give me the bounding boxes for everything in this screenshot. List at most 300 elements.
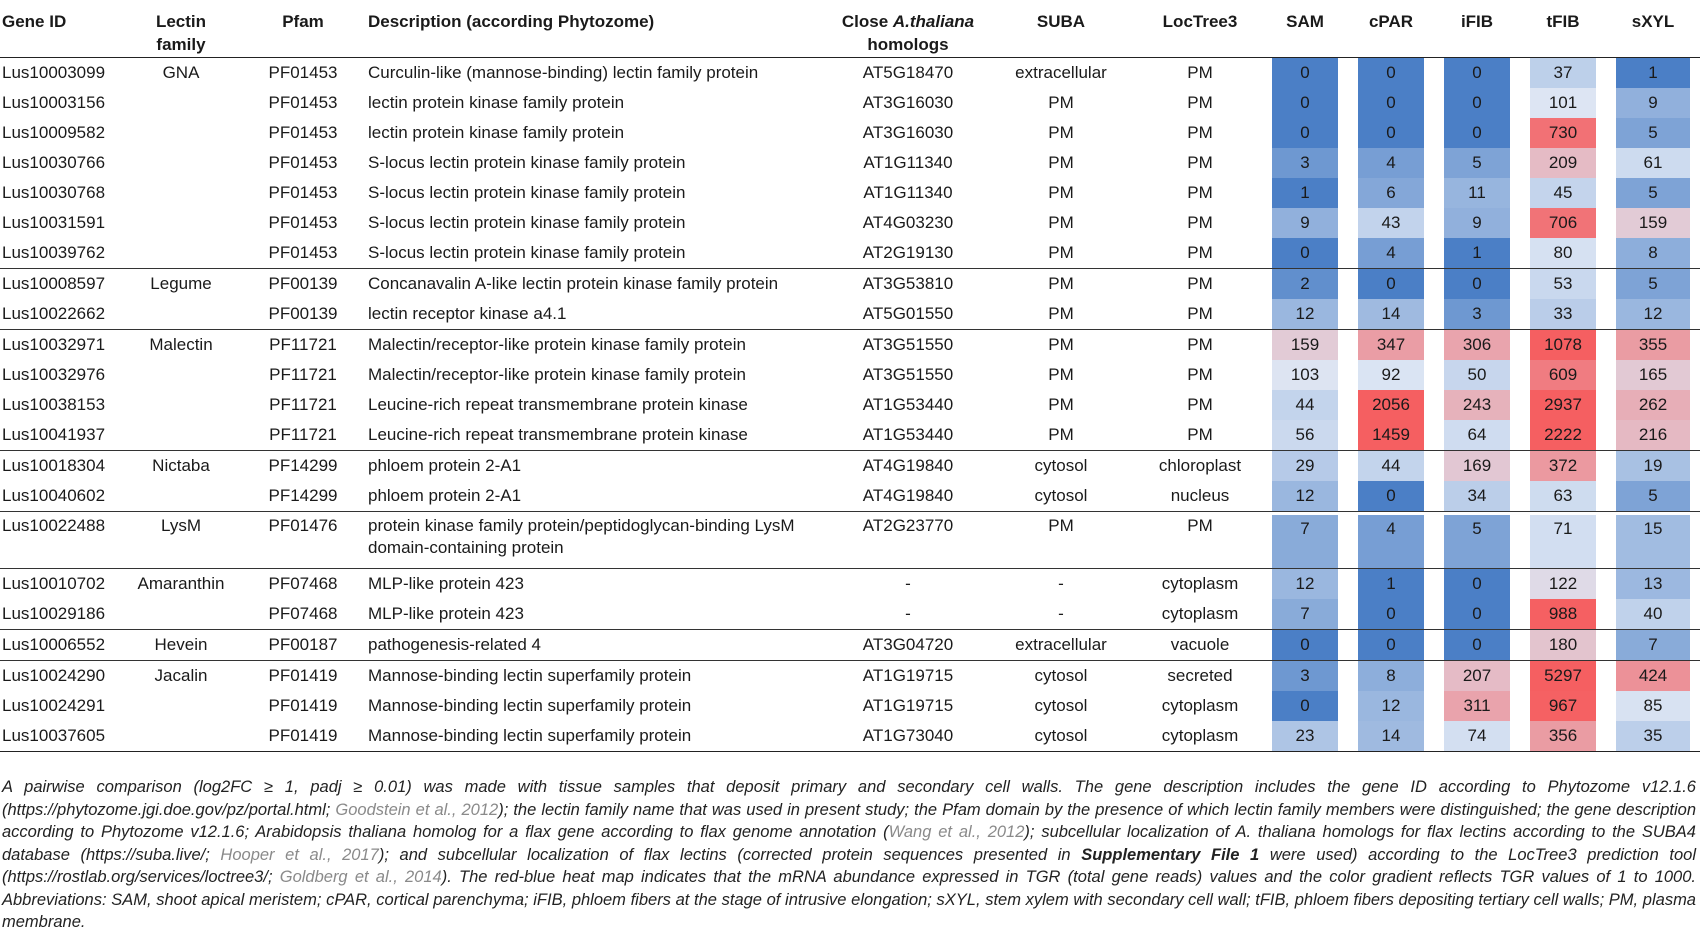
cell-loctree: PM [1187, 153, 1213, 172]
heat-value: 5 [1444, 515, 1510, 568]
header-ifib: iFIB [1434, 4, 1520, 58]
table-row [0, 329, 1700, 360]
cell-homolog: AT1G53440 [862, 425, 954, 444]
heat-value: 9 [1444, 208, 1510, 238]
cell-loctree: PM [1187, 93, 1213, 112]
heat-value: 50 [1444, 360, 1510, 390]
heat-value: 169 [1444, 451, 1510, 481]
heat-cell-sxyl [1606, 721, 1700, 752]
table-row [0, 691, 1700, 721]
cell-loctree: PM [1187, 183, 1213, 202]
cell-lectin-family: Nictaba [114, 450, 248, 481]
cell-description: Mannose-binding lectin superfamily protein [358, 660, 832, 691]
cell-suba: cytosol [984, 660, 1138, 691]
heat-value: 14 [1358, 721, 1424, 751]
heat-value: 2 [1272, 269, 1338, 299]
cell-description: Malectin/receptor-like protein kinase family protein [368, 365, 746, 384]
heat-cell-sam [1262, 360, 1348, 390]
table-row [0, 450, 1700, 481]
cell-loctree: PM [1187, 304, 1213, 323]
cell-pfam: PF11721 [269, 395, 337, 414]
cell-lectin-family [114, 360, 248, 390]
header-loctree: LocTree3 [1138, 4, 1262, 58]
header-homologs-species: A.thaliana [892, 12, 975, 31]
cell-pfam: PF01419 [248, 721, 358, 752]
heat-cell-sxyl [1606, 118, 1700, 148]
cell-loctree: cytoplasm [1138, 721, 1262, 752]
heat-value: 0 [1272, 88, 1338, 118]
header-homologs-suffix: homologs [867, 35, 949, 54]
cell-gene-id: Lus10029186 [2, 604, 106, 623]
heat-cell-tfib [1520, 118, 1606, 148]
heat-value: 9 [1616, 88, 1690, 118]
heat-cell-sxyl [1606, 568, 1700, 599]
heat-cell-ifib [1434, 329, 1520, 360]
cell-description: phloem protein 2-A1 [358, 450, 832, 481]
heat-cell-sam [1262, 238, 1348, 268]
heat-cell-cpar [1348, 58, 1434, 88]
heat-value: 5297 [1530, 661, 1596, 691]
heat-cell-sxyl [1606, 511, 1700, 568]
cell-gene-id: Lus10003156 [2, 93, 106, 112]
cell-suba: extracellular [1015, 63, 1107, 82]
cell-pfam: PF14299 [268, 486, 338, 505]
heat-cell-ifib [1434, 568, 1520, 599]
cell-homolog: AT3G53810 [832, 268, 984, 299]
cell-lectin-family: Jacalin [114, 660, 248, 691]
cell-suba: PM [1048, 93, 1074, 112]
heat-cell-ifib [1434, 299, 1520, 329]
cell-pfam: PF01453 [268, 183, 338, 202]
heat-cell-sxyl [1606, 450, 1700, 481]
heat-value: 44 [1272, 390, 1338, 420]
heat-cell-sam [1262, 299, 1348, 329]
heat-value: 19 [1616, 451, 1690, 481]
heat-value: 209 [1530, 148, 1596, 178]
cell-gene-id: Lus10022488 [0, 511, 114, 568]
cell-pfam: PF01476 [248, 511, 358, 568]
cell-loctree: PM [1187, 395, 1213, 414]
heat-cell-tfib [1520, 660, 1606, 691]
cell-pfam: PF01453 [268, 63, 338, 82]
heat-cell-cpar [1348, 450, 1434, 481]
heat-value: 207 [1444, 661, 1510, 691]
table-row [0, 238, 1700, 268]
cell-gene-id: Lus10037605 [0, 721, 114, 752]
cell-pfam: PF11721 [269, 425, 337, 444]
heat-cell-sam [1262, 568, 1348, 599]
heat-value: 0 [1358, 599, 1424, 629]
heat-cell-sxyl [1606, 58, 1700, 88]
cell-lectin-family: Hevein [114, 629, 248, 660]
header-pfam: Pfam [248, 4, 358, 58]
cell-description: Malectin/receptor-like protein kinase family protein [358, 329, 832, 360]
heat-cell-ifib [1434, 88, 1520, 118]
cell-lectin-family [114, 208, 248, 238]
cell-lectin-family [114, 420, 248, 450]
lectin-table [0, 4, 1700, 752]
heat-cell-cpar [1348, 360, 1434, 390]
cell-homolog: AT2G23770 [832, 511, 984, 568]
heat-cell-sam [1262, 450, 1348, 481]
heat-value: 243 [1444, 390, 1510, 420]
heat-cell-sam [1262, 721, 1348, 752]
header-homologs [832, 4, 984, 58]
heat-cell-cpar [1348, 88, 1434, 118]
heat-cell-cpar [1348, 268, 1434, 299]
header-description: Description (according Phytozome) [358, 4, 832, 58]
table-row [0, 660, 1700, 691]
heat-cell-sam [1262, 390, 1348, 420]
cell-homolog: AT1G53440 [862, 395, 954, 414]
cell-lectin-family [114, 118, 248, 148]
heat-value: 0 [1444, 58, 1510, 88]
cell-pfam: PF01419 [268, 696, 338, 715]
table-row [0, 88, 1700, 118]
heat-value: 11 [1444, 178, 1510, 208]
heat-cell-sxyl [1606, 629, 1700, 660]
heat-value: 45 [1530, 178, 1596, 208]
heat-value: 85 [1616, 691, 1690, 721]
caption-part-2: ); the lectin family name that was used in present study; the Pfam domain by the presence of which lectin family members were distinguished; the gene description according to Phytozome v12.1.6; Arabidopsis thaliana homolog for a flax gene according to flax genome annotation ( [2, 800, 1696, 841]
heat-value: 80 [1530, 238, 1596, 268]
cell-loctree: cytoplasm [1138, 568, 1262, 599]
table-row [0, 629, 1700, 660]
heat-value: 0 [1444, 269, 1510, 299]
heat-cell-tfib [1520, 238, 1606, 268]
cell-lectin-family [114, 148, 248, 178]
heat-value: 122 [1530, 569, 1596, 599]
cell-gene-id: Lus10040602 [2, 486, 106, 505]
heat-cell-tfib [1520, 88, 1606, 118]
heat-cell-sxyl [1606, 420, 1700, 450]
table-row [0, 148, 1700, 178]
cell-description: Mannose-binding lectin superfamily protein [358, 721, 832, 752]
cell-homolog: AT1G19715 [862, 696, 954, 715]
cell-pfam: PF00139 [268, 304, 338, 323]
heat-value: 8 [1616, 238, 1690, 268]
cell-pfam: PF11721 [269, 365, 337, 384]
cell-description: pathogenesis-related 4 [358, 629, 832, 660]
header-tfib: tFIB [1520, 4, 1606, 58]
heat-value: 216 [1616, 420, 1690, 450]
heat-value: 165 [1616, 360, 1690, 390]
cell-suba: PM [984, 329, 1138, 360]
cell-pfam: PF01453 [268, 243, 338, 262]
heat-value: 5 [1444, 148, 1510, 178]
cell-suba: - [1058, 604, 1064, 623]
cell-lectin-family [114, 481, 248, 511]
cell-description: protein kinase family protein/peptidoglycan-binding LysM domain-containing protein [358, 511, 832, 568]
cell-lectin-family: GNA [162, 63, 200, 82]
cell-description: MLP-like protein 423 [368, 604, 524, 623]
heat-value: 64 [1444, 420, 1510, 450]
cell-lectin-family: Amaranthin [114, 568, 248, 599]
cell-homolog: AT3G04720 [832, 629, 984, 660]
cell-lectin-family [114, 299, 248, 329]
caption-part-3: ); subcellular localization of A. thaliana homologs for flax lectins according to the SUBA4 database (https://suba.live/; [2, 823, 1696, 864]
heat-value: 12 [1272, 299, 1338, 329]
cell-homolog: AT3G16030 [862, 93, 954, 112]
cell-gene-id: Lus10038153 [2, 395, 106, 414]
caption-ref-wang[interactable]: Wang et al., 2012 [888, 823, 1025, 841]
cell-gene-id: Lus10030766 [2, 153, 106, 172]
cell-loctree: chloroplast [1138, 450, 1262, 481]
cell-loctree: PM [1187, 63, 1213, 82]
heat-value: 372 [1530, 451, 1596, 481]
caption-ref-hooper[interactable]: Hooper et al., 2017 [220, 845, 379, 864]
heat-value: 262 [1616, 390, 1690, 420]
heat-value: 29 [1272, 451, 1338, 481]
heat-value: 1 [1444, 238, 1510, 268]
heat-value: 730 [1530, 118, 1596, 148]
heat-cell-cpar [1348, 208, 1434, 238]
table-row [0, 299, 1700, 329]
heat-cell-sam [1262, 148, 1348, 178]
heat-cell-tfib [1520, 450, 1606, 481]
heat-value: 43 [1358, 208, 1424, 238]
heat-cell-tfib [1520, 511, 1606, 568]
cell-suba: - [984, 568, 1138, 599]
heat-cell-sxyl [1606, 268, 1700, 299]
caption-part-4: ); and subcellular localization of flax lectins (corrected protein sequences presented in [378, 845, 1082, 864]
heat-cell-sxyl [1606, 238, 1700, 268]
cell-homolog: AT1G11340 [863, 153, 953, 172]
cell-gene-id: Lus10024290 [0, 660, 114, 691]
heat-cell-sxyl [1606, 481, 1700, 511]
cell-suba: cytosol [1034, 486, 1088, 505]
heat-value: 12 [1358, 691, 1424, 721]
heat-value: 5 [1616, 481, 1690, 511]
caption-part-1: A pairwise comparison (log2FC ≥ 1, padj ≥ 0.01) was made with tissue samples that deposit primary and secondary cell walls. The gene description includes the gene ID according to Phytozome v12.1.6 (https://phytozome.jgi.doe.gov/pz/portal.html; [2, 778, 1696, 819]
cell-lectin-family: Legume [114, 268, 248, 299]
heat-cell-ifib [1434, 660, 1520, 691]
heat-value: 0 [1358, 269, 1424, 299]
heat-value: 23 [1272, 721, 1338, 751]
cell-loctree: PM [1187, 425, 1213, 444]
cell-homolog: AT3G51550 [862, 365, 954, 384]
cell-pfam: PF01453 [268, 153, 338, 172]
heat-value: 0 [1272, 691, 1338, 721]
heat-cell-sam [1262, 420, 1348, 450]
heat-cell-sxyl [1606, 599, 1700, 629]
heat-value: 56 [1272, 420, 1338, 450]
heat-cell-sxyl [1606, 208, 1700, 238]
heat-cell-sam [1262, 58, 1348, 88]
heat-value: 1 [1616, 58, 1690, 88]
heat-cell-ifib [1434, 691, 1520, 721]
heat-cell-tfib [1520, 420, 1606, 450]
cell-pfam: PF01453 [268, 213, 338, 232]
header-sam: SAM [1262, 4, 1348, 58]
cell-homolog: AT3G16030 [862, 123, 954, 142]
heat-value: 0 [1358, 58, 1424, 88]
cell-lectin-family [114, 599, 248, 629]
cell-suba: extracellular [984, 629, 1138, 660]
cell-pfam: PF07468 [248, 568, 358, 599]
header-homologs-prefix: Close [841, 12, 893, 31]
heat-value: 40 [1616, 599, 1690, 629]
heat-cell-sam [1262, 511, 1348, 568]
cell-suba: PM [1048, 304, 1074, 323]
heat-cell-sxyl [1606, 390, 1700, 420]
cell-gene-id: Lus10032971 [0, 329, 114, 360]
caption-ref-goldberg[interactable]: Goldberg et al., 2014 [279, 868, 442, 886]
heat-cell-ifib [1434, 360, 1520, 390]
table-row [0, 268, 1700, 299]
cell-gene-id: Lus10008597 [0, 268, 114, 299]
heat-value: 8 [1358, 661, 1424, 691]
cell-description: lectin protein kinase family protein [368, 93, 625, 112]
cell-lectin-family: LysM [114, 511, 248, 568]
heat-value: 7 [1272, 599, 1338, 629]
heat-value: 609 [1530, 360, 1596, 390]
cell-suba: PM [1048, 365, 1074, 384]
heat-value: 13 [1616, 569, 1690, 599]
table-caption [2, 776, 1696, 934]
heat-cell-sam [1262, 481, 1348, 511]
cell-gene-id: Lus10003099 [2, 63, 106, 82]
heat-value: 159 [1616, 208, 1690, 238]
heat-cell-sam [1262, 118, 1348, 148]
heat-value: 0 [1272, 118, 1338, 148]
heat-cell-tfib [1520, 208, 1606, 238]
cell-description: lectin protein kinase family protein [368, 123, 625, 142]
heat-value: 101 [1530, 88, 1596, 118]
heat-value: 967 [1530, 691, 1596, 721]
heat-cell-sxyl [1606, 360, 1700, 390]
heat-cell-sxyl [1606, 148, 1700, 178]
table-row [0, 208, 1700, 238]
heat-value: 0 [1444, 630, 1510, 660]
heat-value: 4 [1358, 148, 1424, 178]
heat-cell-cpar [1348, 390, 1434, 420]
caption-supplementary-link[interactable]: Supplementary File 1 [1081, 845, 1260, 864]
heat-cell-tfib [1520, 268, 1606, 299]
cell-suba: cytosol [1034, 696, 1088, 715]
table-row [0, 390, 1700, 420]
cell-gene-id: Lus10039762 [2, 243, 106, 262]
heat-value: 0 [1358, 88, 1424, 118]
heat-value: 0 [1358, 118, 1424, 148]
caption-ref-goodstein[interactable]: Goodstein et al., 2012 [335, 800, 499, 819]
heat-cell-cpar [1348, 118, 1434, 148]
cell-loctree: nucleus [1170, 486, 1230, 505]
heat-cell-ifib [1434, 420, 1520, 450]
heat-value: 1078 [1530, 330, 1596, 360]
cell-description: Leucine-rich repeat transmembrane protein kinase [368, 395, 748, 414]
cell-description: Curculin-like (mannose-binding) lectin family protein [368, 63, 759, 82]
heat-cell-cpar [1348, 511, 1434, 568]
heat-cell-cpar [1348, 568, 1434, 599]
heat-value: 14 [1358, 299, 1424, 329]
cell-gene-id: Lus10010702 [0, 568, 114, 599]
heat-cell-sam [1262, 329, 1348, 360]
heat-cell-cpar [1348, 481, 1434, 511]
cell-homolog: AT1G73040 [832, 721, 984, 752]
heat-cell-ifib [1434, 511, 1520, 568]
heat-cell-cpar [1348, 148, 1434, 178]
heat-value: 988 [1530, 599, 1596, 629]
heat-value: 5 [1616, 178, 1690, 208]
heat-cell-sam [1262, 208, 1348, 238]
heat-value: 706 [1530, 208, 1596, 238]
table-row [0, 568, 1700, 599]
caption-part-5: were used) according to the LocTree3 prediction tool (https://rostlab.org/services/loctree3/; [2, 845, 1696, 886]
cell-pfam: PF01453 [268, 123, 338, 142]
heat-cell-tfib [1520, 390, 1606, 420]
cell-description: MLP-like protein 423 [358, 568, 832, 599]
heat-value: 34 [1444, 481, 1510, 511]
heat-value: 3 [1444, 299, 1510, 329]
heat-cell-ifib [1434, 178, 1520, 208]
cell-pfam: PF07468 [268, 604, 338, 623]
heat-value: 2222 [1530, 420, 1596, 450]
heat-value: 356 [1530, 721, 1596, 751]
table-row [0, 360, 1700, 390]
cell-lectin-family [114, 88, 248, 118]
heat-value: 63 [1530, 481, 1596, 511]
heat-value: 159 [1272, 330, 1338, 360]
heat-value: 33 [1530, 299, 1596, 329]
header-cpar: cPAR [1348, 4, 1434, 58]
heat-cell-ifib [1434, 238, 1520, 268]
heat-cell-cpar [1348, 329, 1434, 360]
cell-pfam: PF11721 [248, 329, 358, 360]
cell-lectin-family [114, 691, 248, 721]
table-row [0, 721, 1700, 752]
heat-value: 180 [1530, 630, 1596, 660]
heat-value: 311 [1444, 691, 1510, 721]
cell-description: phloem protein 2-A1 [368, 486, 522, 505]
heat-cell-sxyl [1606, 660, 1700, 691]
cell-suba: PM [1048, 395, 1074, 414]
cell-description: S-locus lectin protein kinase family protein [368, 153, 686, 172]
cell-loctree: cytoplasm [1161, 604, 1239, 623]
heat-value: 44 [1358, 451, 1424, 481]
heat-value: 1 [1358, 569, 1424, 599]
heat-cell-sam [1262, 178, 1348, 208]
cell-lectin-family: Malectin [114, 329, 248, 360]
heat-value: 3 [1272, 661, 1338, 691]
heat-cell-sam [1262, 599, 1348, 629]
cell-loctree: vacuole [1138, 629, 1262, 660]
heat-cell-sxyl [1606, 299, 1700, 329]
cell-pfam: PF00139 [248, 268, 358, 299]
cell-suba: PM [1048, 183, 1074, 202]
heat-cell-cpar [1348, 238, 1434, 268]
cell-description: Mannose-binding lectin superfamily protein [368, 696, 692, 715]
heat-cell-sam [1262, 660, 1348, 691]
heat-cell-ifib [1434, 721, 1520, 752]
heat-cell-cpar [1348, 599, 1434, 629]
cell-gene-id: Lus10041937 [2, 425, 106, 444]
heat-cell-tfib [1520, 629, 1606, 660]
cell-lectin-family [114, 178, 248, 208]
heat-value: 71 [1530, 515, 1596, 568]
cell-suba: cytosol [984, 450, 1138, 481]
heat-value: 3 [1272, 148, 1338, 178]
heat-cell-ifib [1434, 599, 1520, 629]
cell-description: S-locus lectin protein kinase family protein [368, 213, 686, 232]
heat-value: 5 [1616, 118, 1690, 148]
heat-cell-tfib [1520, 481, 1606, 511]
heat-cell-ifib [1434, 481, 1520, 511]
header-sxyl: sXYL [1606, 4, 1700, 58]
heat-value: 347 [1358, 330, 1424, 360]
heat-cell-sam [1262, 268, 1348, 299]
heat-cell-cpar [1348, 629, 1434, 660]
